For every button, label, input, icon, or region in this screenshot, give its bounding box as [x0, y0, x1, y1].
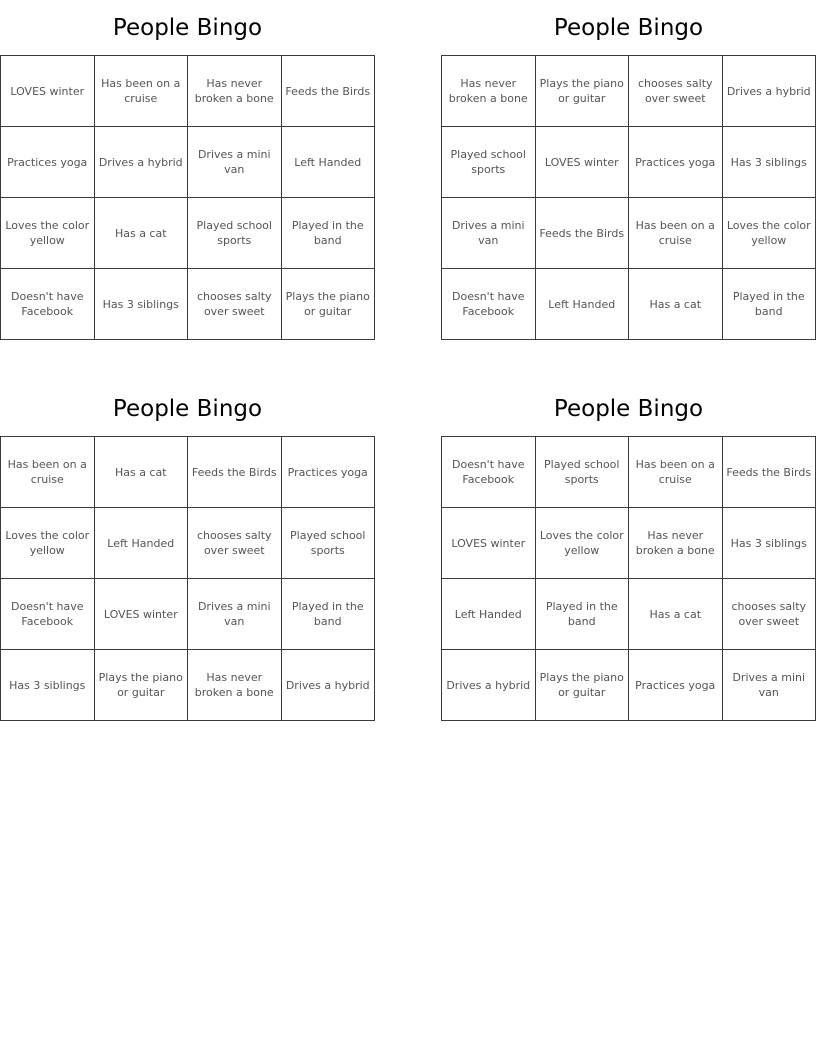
grid-cell: Has 3 siblings — [722, 508, 816, 579]
grid-cell: LOVES winter — [1, 56, 95, 127]
grid-cell: Has been on a cruise — [94, 56, 188, 127]
grid-cell: Has 3 siblings — [1, 650, 95, 721]
grid-cell: LOVES winter — [442, 508, 536, 579]
grid-cell: Left Handed — [442, 579, 536, 650]
grid-row — [1, 579, 375, 650]
grid-row — [1, 198, 375, 269]
grid-cell: Doesn't have Facebook — [442, 269, 536, 340]
grid-cell: Played in the band — [722, 269, 816, 340]
grid-cell: Has a cat — [629, 269, 723, 340]
grid-row — [442, 127, 816, 198]
grid-cell: Played school sports — [188, 198, 282, 269]
grid-cell: Feeds the Birds — [281, 56, 375, 127]
grid-cell: Has 3 siblings — [722, 127, 816, 198]
grid-cell: Has never broken a bone — [442, 56, 536, 127]
grid-row — [442, 650, 816, 721]
grid-cell: Loves the color yellow — [1, 198, 95, 269]
bingo-grid — [0, 436, 375, 721]
grid-cell: Has never broken a bone — [188, 650, 282, 721]
grid-cell: Plays the piano or guitar — [535, 650, 629, 721]
grid-cell: Doesn't have Facebook — [1, 269, 95, 340]
grid-cell: Has never broken a bone — [188, 56, 282, 127]
grid-row — [442, 508, 816, 579]
grid-cell: Left Handed — [281, 127, 375, 198]
grid-row — [1, 437, 375, 508]
bingo-card-4 — [441, 381, 816, 721]
grid-cell: chooses salty over sweet — [629, 56, 723, 127]
grid-row — [1, 650, 375, 721]
grid-cell: Played school sports — [281, 508, 375, 579]
grid-cell: Played school sports — [442, 127, 536, 198]
grid-cell: Drives a mini van — [722, 650, 816, 721]
grid-cell: Played in the band — [535, 579, 629, 650]
grid-cell: Left Handed — [535, 269, 629, 340]
grid-cell: Has a cat — [629, 579, 723, 650]
grid-row — [442, 579, 816, 650]
bingo-grid — [441, 55, 816, 340]
grid-cell: Practices yoga — [629, 650, 723, 721]
grid-cell: Doesn't have Facebook — [442, 437, 536, 508]
grid-cell: Has a cat — [94, 437, 188, 508]
grid-cell: Feeds the Birds — [535, 198, 629, 269]
grid-cell: Loves the color yellow — [535, 508, 629, 579]
grid-cell: Has never broken a bone — [629, 508, 723, 579]
grid-cell: Loves the color yellow — [1, 508, 95, 579]
grid-cell: Has a cat — [94, 198, 188, 269]
grid-cell: Left Handed — [94, 508, 188, 579]
grid-cell: Drives a mini van — [188, 579, 282, 650]
card-title: People Bingo — [112, 15, 263, 41]
grid-cell: Drives a mini van — [188, 127, 282, 198]
grid-cell: Played school sports — [535, 437, 629, 508]
grid-cell: Drives a hybrid — [442, 650, 536, 721]
grid-cell: chooses salty over sweet — [188, 269, 282, 340]
grid-cell: Loves the color yellow — [722, 198, 816, 269]
grid-cell: Practices yoga — [629, 127, 723, 198]
bingo-grid — [0, 55, 375, 340]
grid-row — [442, 269, 816, 340]
grid-cell: Feeds the Birds — [188, 437, 282, 508]
bingo-card-3 — [0, 381, 375, 721]
grid-row — [1, 508, 375, 579]
bingo-card-1 — [0, 0, 375, 340]
grid-cell: Doesn't have Facebook — [1, 579, 95, 650]
grid-cell: Drives a hybrid — [722, 56, 816, 127]
grid-cell: LOVES winter — [94, 579, 188, 650]
grid-row — [442, 56, 816, 127]
bingo-card-2 — [441, 0, 816, 340]
grid-cell: Feeds the Birds — [722, 437, 816, 508]
grid-cell: LOVES winter — [535, 127, 629, 198]
grid-row — [442, 198, 816, 269]
card-title: People Bingo — [553, 396, 704, 422]
grid-cell: Has 3 siblings — [94, 269, 188, 340]
grid-cell: Plays the piano or guitar — [94, 650, 188, 721]
grid-cell: Drives a hybrid — [281, 650, 375, 721]
grid-cell: Drives a mini van — [442, 198, 536, 269]
card-title: People Bingo — [112, 396, 263, 422]
grid-cell: Practices yoga — [1, 127, 95, 198]
grid-row — [442, 437, 816, 508]
bingo-grid — [441, 436, 816, 721]
grid-row — [1, 127, 375, 198]
grid-cell: Has been on a cruise — [629, 437, 723, 508]
grid-cell: Practices yoga — [281, 437, 375, 508]
grid-cell: Has been on a cruise — [629, 198, 723, 269]
grid-cell: Plays the piano or guitar — [281, 269, 375, 340]
grid-row — [1, 269, 375, 340]
grid-cell: Played in the band — [281, 579, 375, 650]
grid-cell: Plays the piano or guitar — [535, 56, 629, 127]
grid-cell: chooses salty over sweet — [188, 508, 282, 579]
grid-cell: chooses salty over sweet — [722, 579, 816, 650]
card-title: People Bingo — [553, 15, 704, 41]
grid-cell: Played in the band — [281, 198, 375, 269]
grid-row — [1, 56, 375, 127]
grid-cell: Drives a hybrid — [94, 127, 188, 198]
grid-cell: Has been on a cruise — [1, 437, 95, 508]
